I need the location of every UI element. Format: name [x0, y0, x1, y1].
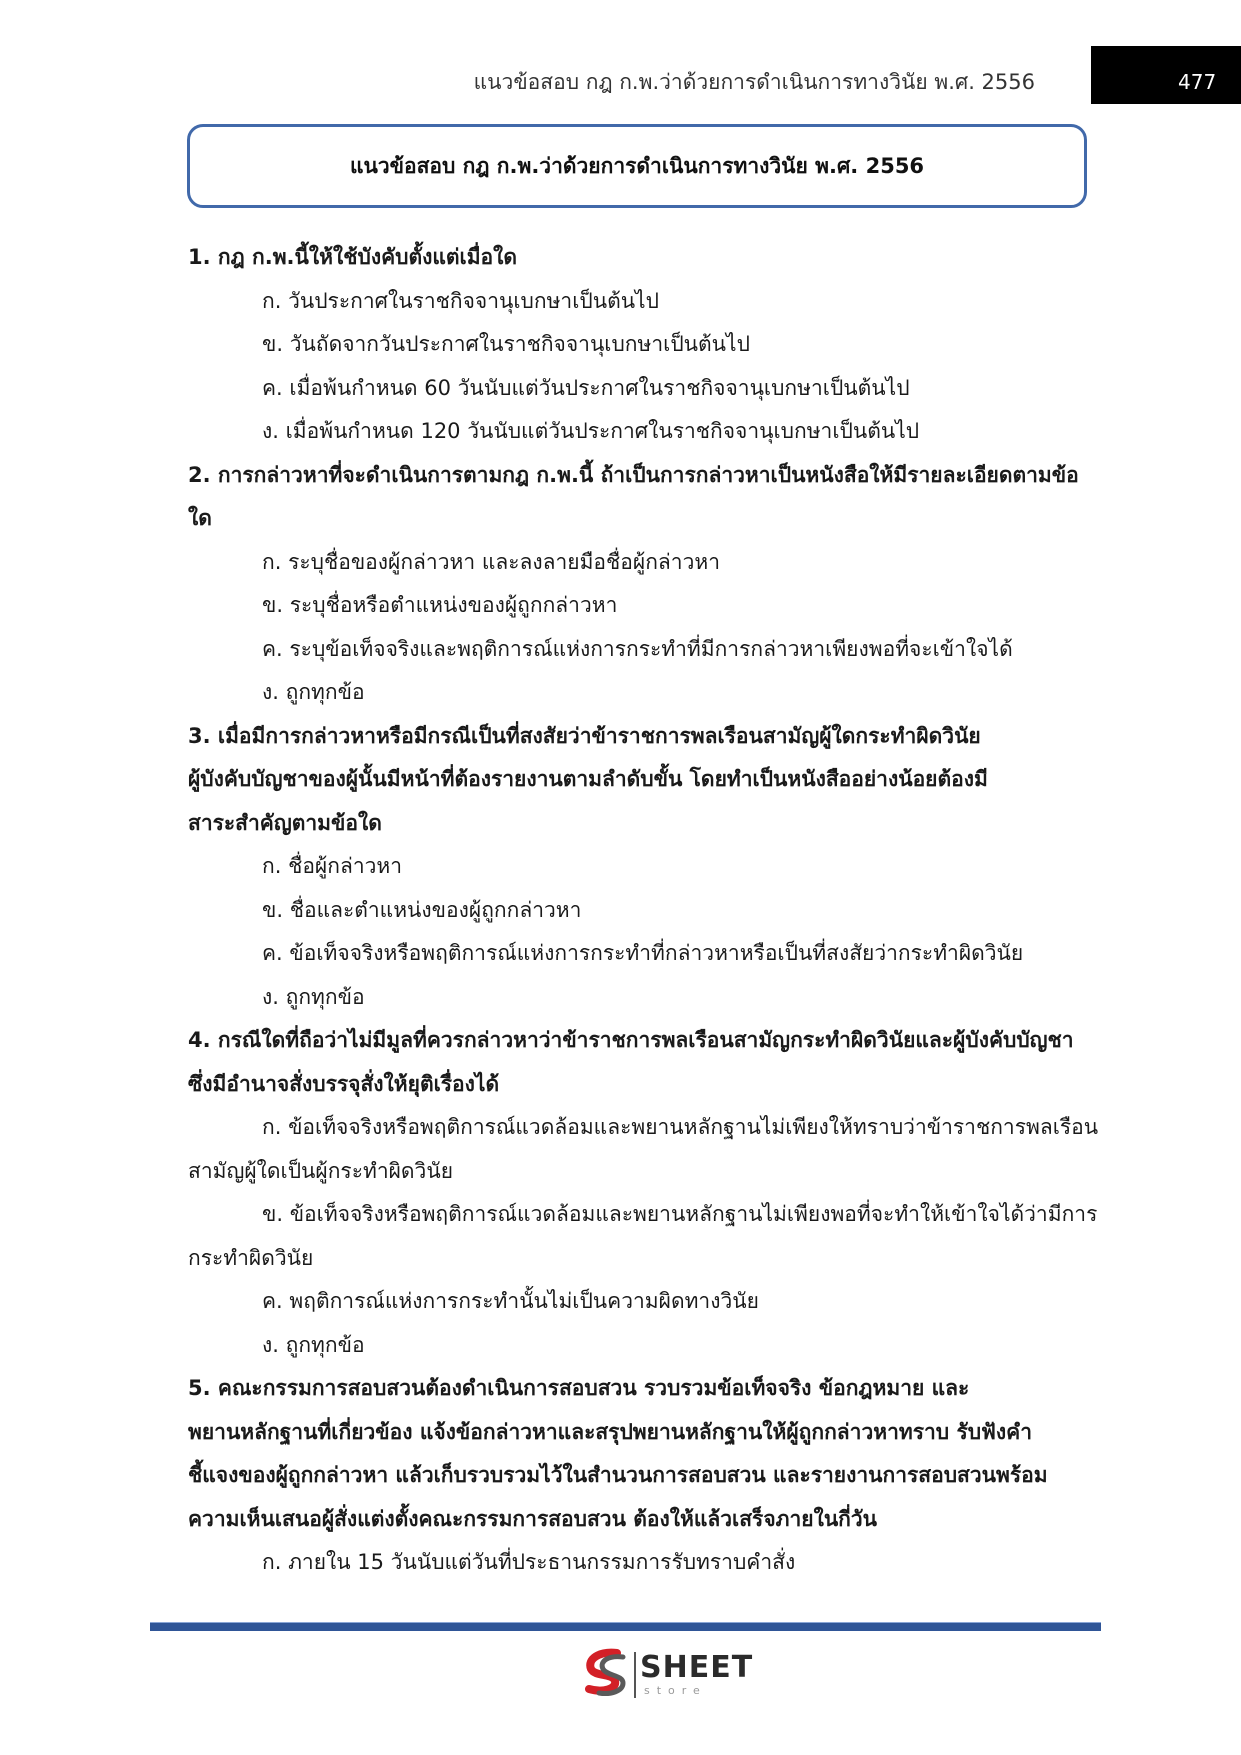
- title-box: [187, 124, 1087, 208]
- question-text: 1. กฎ ก.พ.นี้ให้ใช้บังคับตั้งแต่เมื่อใด: [188, 245, 518, 269]
- question-text: ซึ่งมีอำนาจสั่งบรรจุสั่งให้ยุติเรื่องได้: [188, 1071, 500, 1096]
- answer-option: ข. ระบุชื่อหรือตำแหน่งของผู้ถูกกล่าวหา: [262, 593, 618, 617]
- logo-text: SHEET: [640, 1650, 754, 1685]
- question-text: สาระสำคัญตามข้อใด: [188, 810, 382, 835]
- page-number-box: [1091, 46, 1241, 104]
- answer-option: ง. ถูกทุกข้อ: [262, 1332, 365, 1357]
- answer-option: ง. ถูกทุกข้อ: [262, 680, 365, 704]
- answer-option: ก. ระบุชื่อของผู้กล่าวหา และลงลายมือชื่อผู้กล่าวหา: [262, 549, 721, 574]
- question-text: 4. กรณีใดที่ถือว่าไม่มีมูลที่ควรกล่าวหาว่าข้าราชการพลเรือนสามัญกระทำผิดวินัยและผู้บังคับบัญชา: [188, 1028, 1074, 1052]
- answer-option: ง. เมื่อพ้นกำหนด 120 วันนับแต่วันประกาศในราชกิจจานุเบกษาเป็นต้นไป: [262, 419, 920, 443]
- answer-option: ก. วันประกาศในราชกิจจานุเบกษาเป็นต้นไป: [262, 288, 659, 313]
- question-text: ผู้บังคับบัญชาของผู้นั้นมีหน้าที่ต้องรายงานตามลำดับขั้น โดยทำเป็นหนังสืออย่างน้อยต้องมี: [188, 767, 988, 791]
- logo-subtext: store: [644, 1684, 707, 1697]
- question-text: 2. การกล่าวหาที่จะดำเนินการตามกฎ ก.พ.นี้ ถ้าเป็นการกล่าวหาเป็นหนังสือให้มีรายละเอียดตามข้อ: [188, 462, 1079, 487]
- answer-continuation: กระทำผิดวินัย: [188, 1245, 314, 1270]
- question-list: [188, 236, 1099, 1585]
- answer-option: ก. ข้อเท็จจริงหรือพฤติการณ์แวดล้อมและพยานหลักฐานไม่เพียงให้ทราบว่าข้าราชการพลเรือน: [262, 1115, 1099, 1139]
- question-text: 3. เมื่อมีการกล่าวหาหรือมีกรณีเป็นที่สงสัยว่าข้าราชการพลเรือนสามัญผู้ใดกระทำผิดวินัย: [188, 723, 981, 748]
- answer-option: ก. ชื่อผู้กล่าวหา: [262, 854, 403, 878]
- answer-option: ข. ชื่อและตำแหน่งของผู้ถูกกล่าวหา: [262, 897, 582, 922]
- answer-option: ง. ถูกทุกข้อ: [262, 984, 365, 1009]
- answer-option: ค. ข้อเท็จจริงหรือพฤติการณ์แห่งการกระทำที่กล่าวหาหรือเป็นที่สงสัยว่ากระทำผิดวินัย: [262, 941, 1024, 965]
- answer-option: ค. ระบุข้อเท็จจริงและพฤติการณ์แห่งการกระทำที่มีการกล่าวหาเพียงพอที่จะเข้าใจได้: [262, 636, 1013, 661]
- answer-option: ก. ภายใน 15 วันนับแต่วันที่ประธานกรรมการรับทราบคำสั่ง: [262, 1550, 796, 1574]
- answer-option: ค. พฤติการณ์แห่งการกระทำนั้นไม่เป็นความผิดทางวินัย: [262, 1289, 759, 1313]
- question-text: ใด: [188, 506, 212, 530]
- question-text: 5. คณะกรรมการสอบสวนต้องดำเนินการสอบสวน รวบรวมข้อเท็จจริง ข้อกฎหมาย และ: [188, 1376, 970, 1400]
- running-header-title: แนวข้อสอบ กฎ ก.พ.ว่าด้วยการดำเนินการทางวินัย พ.ศ. 2556: [473, 70, 1035, 94]
- answer-option: ค. เมื่อพ้นกำหนด 60 วันนับแต่วันประกาศในราชกิจจานุเบกษาเป็นต้นไป: [262, 375, 910, 400]
- question-text: ความเห็นเสนอผู้สั่งแต่งตั้งคณะกรรมการสอบสวน ต้องให้แล้วเสร็จภายในกี่วัน: [188, 1506, 878, 1531]
- question-text: พยานหลักฐานที่เกี่ยวข้อง แจ้งข้อกล่าวหาและสรุปพยานหลักฐานให้ผู้ถูกกล่าวหาทราบ รับฟังคำ: [188, 1419, 1033, 1444]
- question-text: ชี้แจงของผู้ถูกกล่าวหา แล้วเก็บรวบรวมไว้ในสำนวนการสอบสวน และรายงานการสอบสวนพร้อม: [188, 1463, 1048, 1487]
- page-number: 477: [1178, 70, 1217, 94]
- answer-option: ข. ข้อเท็จจริงหรือพฤติการณ์แวดล้อมและพยานหลักฐานไม่เพียงพอที่จะทำให้เข้าใจได้ว่ามีการ: [262, 1202, 1098, 1226]
- logo-divider: [634, 1652, 636, 1698]
- answer-continuation: สามัญผู้ใดเป็นผู้กระทำผิดวินัย: [188, 1158, 454, 1183]
- answer-option: ข. วันถัดจากวันประกาศในราชกิจจานุเบกษาเป็นต้นไป: [262, 332, 750, 356]
- footer-divider: [150, 1622, 1101, 1631]
- title-box-text: แนวข้อสอบ กฎ ก.พ.ว่าด้วยการดำเนินการทางวินัย พ.ศ. 2556: [349, 153, 925, 178]
